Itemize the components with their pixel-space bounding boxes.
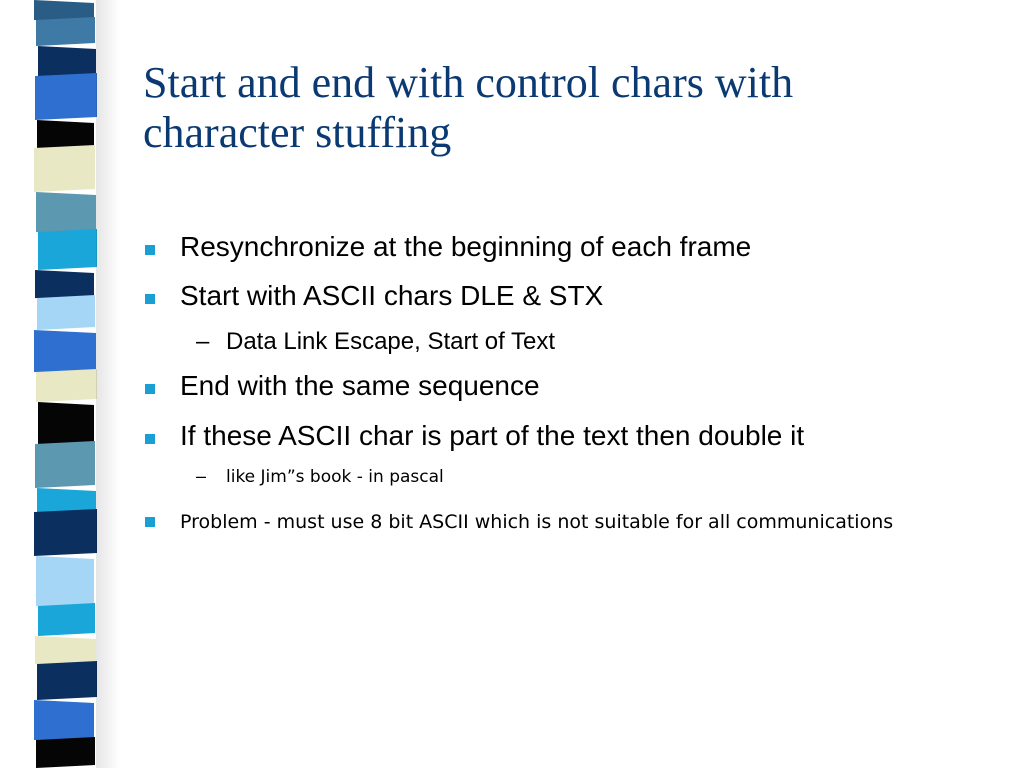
title-line-1: Start and end with control chars with xyxy=(143,58,794,107)
bullet-text: Resynchronize at the beginning of each frame xyxy=(180,231,752,262)
bullet-text: End with the same sequence xyxy=(180,370,540,401)
sub-bullet-text: like Jim”s book - in pascal xyxy=(226,467,444,487)
dash-bullet-icon: – xyxy=(196,328,210,355)
square-bullet-icon xyxy=(145,294,155,304)
dash-bullet-icon: – xyxy=(196,466,207,486)
square-bullet-icon xyxy=(145,517,155,527)
square-bullet-icon xyxy=(145,384,155,394)
bullet-text: Problem - must use 8 bit ASCII which is not suitable for all communications xyxy=(180,511,894,533)
bullet-text: Start with ASCII chars DLE & STX xyxy=(180,280,604,311)
sub-bullet-text: Data Link Escape, Start of Text xyxy=(226,328,556,355)
bullet-text: If these ASCII char is part of the text then double it xyxy=(180,420,805,451)
square-bullet-icon xyxy=(145,434,155,444)
square-bullet-icon xyxy=(145,245,155,255)
title-line-2: character stuffing xyxy=(143,108,452,157)
